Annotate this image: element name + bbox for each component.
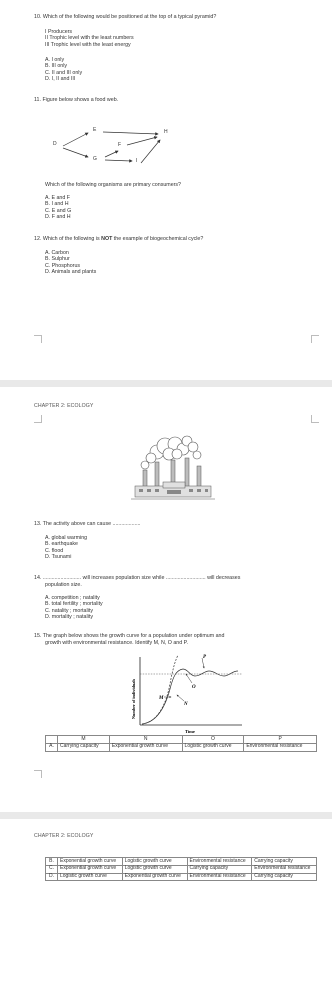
arrow-i-to-h — [141, 140, 160, 163]
option: D. F and H — [45, 214, 71, 221]
table-cell: Environmental resistance — [244, 743, 317, 751]
table-cell: Logistic growth curve — [58, 873, 123, 881]
table-row — [46, 743, 317, 751]
crop-mark — [311, 415, 319, 423]
question-11-options — [45, 195, 71, 221]
answer-table-part-2 — [45, 857, 317, 881]
table-row — [46, 858, 317, 866]
question-12-options — [45, 250, 96, 276]
table-cell: Carrying capacity — [252, 858, 317, 866]
table-cell: Logistic growth curve — [122, 858, 187, 866]
table-cell: C. — [46, 865, 58, 873]
option: A. I only — [45, 57, 65, 63]
question-10-stem: 10. Which of the following would be positioned at the top of a typical pyramid? — [34, 14, 217, 20]
option: B. earthquake — [45, 541, 78, 548]
statement: III Trophic level with the least energy — [45, 41, 131, 48]
option: A. E and F — [45, 195, 71, 201]
question-11-stem: 11. Figure below shows a food web. — [34, 97, 119, 103]
table-cell: P — [244, 736, 317, 744]
option: B. III only — [45, 63, 68, 70]
arrow-d-to-g — [63, 148, 88, 157]
option: B. Sulphur — [45, 256, 70, 263]
question-13-stem: 13. The activity above can cause ................... — [34, 521, 141, 527]
option: D. Tsunami — [45, 554, 72, 561]
label-n: N — [184, 702, 188, 707]
option: A. global warming — [45, 535, 88, 541]
chapter-header: CHAPTER 2: ECOLOGY — [34, 833, 94, 839]
question-13-options — [45, 535, 87, 561]
node-i: I — [136, 158, 138, 164]
table-cell: Carrying capacity — [252, 873, 317, 881]
crop-mark — [34, 770, 42, 778]
arrow-g-to-f — [105, 151, 118, 157]
question-15-stem: 15. The graph below shows the growth curve for a population under optimum and — [34, 633, 225, 639]
factory-pollution-illustration — [127, 432, 219, 507]
chapter-header: CHAPTER 2: ECOLOGY — [34, 403, 94, 409]
table-cell: Carrying capacity — [187, 865, 252, 873]
stem-text: the example of biogeochemical cycle? — [112, 236, 204, 242]
table-cell — [46, 736, 58, 744]
option: D. mortality ; natality — [45, 614, 93, 621]
table-cell: Environmental resistance — [187, 858, 252, 866]
option: A. competition ; natality — [45, 595, 100, 601]
node-e: E — [93, 127, 97, 133]
stem-emphasis: NOT — [101, 236, 113, 242]
question-11-question: Which of the following organisms are primary consumers? — [45, 182, 182, 188]
table-cell: Exponential growth curve — [122, 873, 187, 881]
table-cell: D. — [46, 873, 58, 881]
table-cell: Exponential growth curve — [109, 743, 182, 751]
statement: II Trophic level with the least numbers — [45, 35, 134, 42]
crop-mark — [34, 335, 42, 343]
graph-ylabel: Number of individuals — [131, 678, 136, 719]
table-cell: Environmental resistance — [187, 873, 252, 881]
option: C. flood — [45, 547, 64, 554]
table-cell: M — [58, 736, 110, 744]
arrow-d-to-e — [63, 133, 88, 146]
table-row — [46, 873, 317, 881]
table-cell: Exponential growth curve — [58, 858, 123, 866]
worksheet-page-3 — [0, 819, 332, 987]
label-o: O — [192, 685, 196, 690]
option: D. Animals and plants — [45, 269, 97, 276]
crop-mark — [34, 415, 42, 423]
node-f: F — [118, 142, 122, 148]
table-header-row — [46, 736, 317, 744]
factory-image — [127, 432, 219, 507]
graph-xlabel: Time — [185, 729, 195, 734]
arrow-f-to-h — [127, 137, 157, 145]
statement: I Producers — [45, 29, 73, 35]
question-14-stem-cont: population size. — [45, 582, 82, 588]
option: C. natality ; mortality — [45, 607, 93, 614]
pointer-n — [177, 695, 184, 701]
node-g: G — [93, 156, 97, 162]
option: B. total fertility ; mortality — [45, 601, 103, 608]
worksheet-page-1 — [0, 0, 332, 380]
arrow-e-to-h — [103, 132, 158, 134]
table-cell: Logistic growth curve — [182, 743, 244, 751]
table-cell: B. — [46, 858, 58, 866]
option: C. II and III only — [45, 69, 83, 76]
node-h: H — [164, 129, 168, 135]
table-cell: Logistic growth curve — [122, 865, 187, 873]
exponential-curve — [142, 655, 178, 724]
option: C. E and G — [45, 207, 72, 214]
option: B. I and H — [45, 201, 69, 208]
question-10-options — [45, 57, 82, 83]
table-cell: Environmental resistance — [252, 865, 317, 873]
question-10-statements — [45, 29, 134, 48]
worksheet-page-2 — [0, 387, 332, 812]
question-14-stem: 14. .......................... will increases population size while ........................... will decreases — [34, 575, 241, 581]
stem-text: 12. Which of the following is — [34, 236, 102, 242]
answer-table-part-1 — [45, 735, 317, 752]
option: D. I, II and III — [45, 76, 76, 83]
arrow-g-to-i — [105, 160, 132, 161]
question-14-options — [45, 595, 103, 621]
label-p: P — [203, 655, 207, 660]
table-cell: Exponential growth curve — [58, 865, 123, 873]
table-cell: N — [109, 736, 182, 744]
option: A. Carbon — [45, 250, 69, 256]
pointer-o — [186, 674, 192, 683]
question-15-stem-cont: growth with environmental resistance. Identify M, N, O and P. — [45, 640, 188, 646]
question-12-stem — [34, 236, 203, 243]
option: C. Phosphorus — [45, 262, 81, 269]
table-cell: Carrying capacity — [58, 743, 110, 751]
table-cell: A. — [46, 743, 58, 751]
table-cell: O — [182, 736, 244, 744]
node-d: D — [53, 141, 57, 147]
crop-mark — [311, 335, 319, 343]
growth-curve-svg — [126, 649, 246, 735]
table-row — [46, 865, 317, 873]
growth-curve-graph — [126, 649, 246, 735]
label-m: M — [159, 696, 164, 701]
